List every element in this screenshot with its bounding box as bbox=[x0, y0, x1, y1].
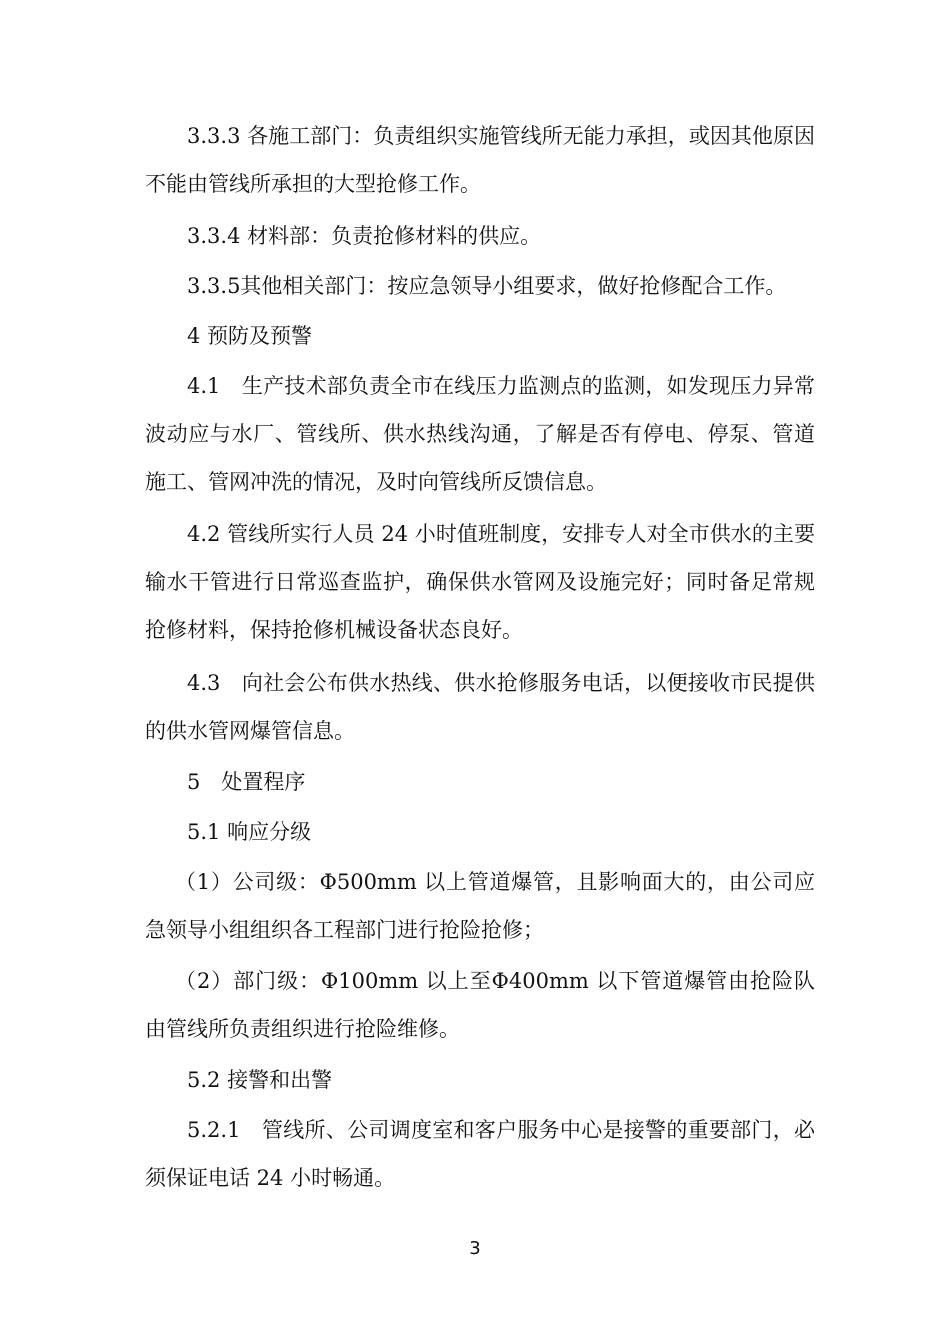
paragraph-3-3-5: 3.3.5其他相关部门：按应急领导小组要求，做好抢修配合工作。 bbox=[187, 274, 787, 298]
subsection-heading-5-1: 5.1 响应分级 bbox=[187, 820, 312, 844]
page-number: 3 bbox=[469, 1238, 481, 1259]
paragraph-3-3-3: 3.3.3 各施工部门：负责组织实施管线所无能力承担，或因其他原因不能由管线所承担的大型抢修工作。 bbox=[145, 124, 815, 196]
paragraph-4-3: 4.3 向社会公布供水热线、供水抢修服务电话，以便接收市民提供的供水管网爆管信息。 bbox=[145, 671, 815, 743]
paragraph-3-3-4: 3.3.4 材料部：负责抢修材料的供应。 bbox=[187, 224, 542, 248]
paragraph-4-2: 4.2 管线所实行人员 24 小时值班制度，安排专人对全市供水的主要输水干管进行日常巡查监护，确保供水管网及设施完好；同时备足常规抢修材料，保持抢修机械设备状态良好。 bbox=[145, 522, 815, 642]
paragraph-department-level: （2）部门级：Φ100mm 以上至Φ400mm 以下管道爆管由抢险队由管线所负责组织进行抢险维修。 bbox=[145, 969, 815, 1041]
section-heading-4: 4 预防及预警 bbox=[187, 324, 313, 348]
paragraph-4-1: 4.1 生产技术部负责全市在线压力监测点的监测，如发现压力异常波动应与水厂、管线所、供水热线沟通，了解是否有停电、停泵、管道施工、管网冲洗的情况，及时向管线所反馈信息。 bbox=[145, 374, 815, 494]
subsection-heading-5-2: 5.2 接警和出警 bbox=[187, 1068, 333, 1092]
paragraph-5-2-1: 5.2.1 管线所、公司调度室和客户服务中心是接警的重要部门，必须保证电话 24 小时畅通。 bbox=[145, 1118, 815, 1190]
section-heading-5: 5 处置程序 bbox=[187, 770, 306, 794]
paragraph-company-level: （1）公司级：Φ500mm 以上管道爆管，且影响面大的，由公司应急领导小组组织各工程部门进行抢险抢修； bbox=[145, 870, 815, 942]
